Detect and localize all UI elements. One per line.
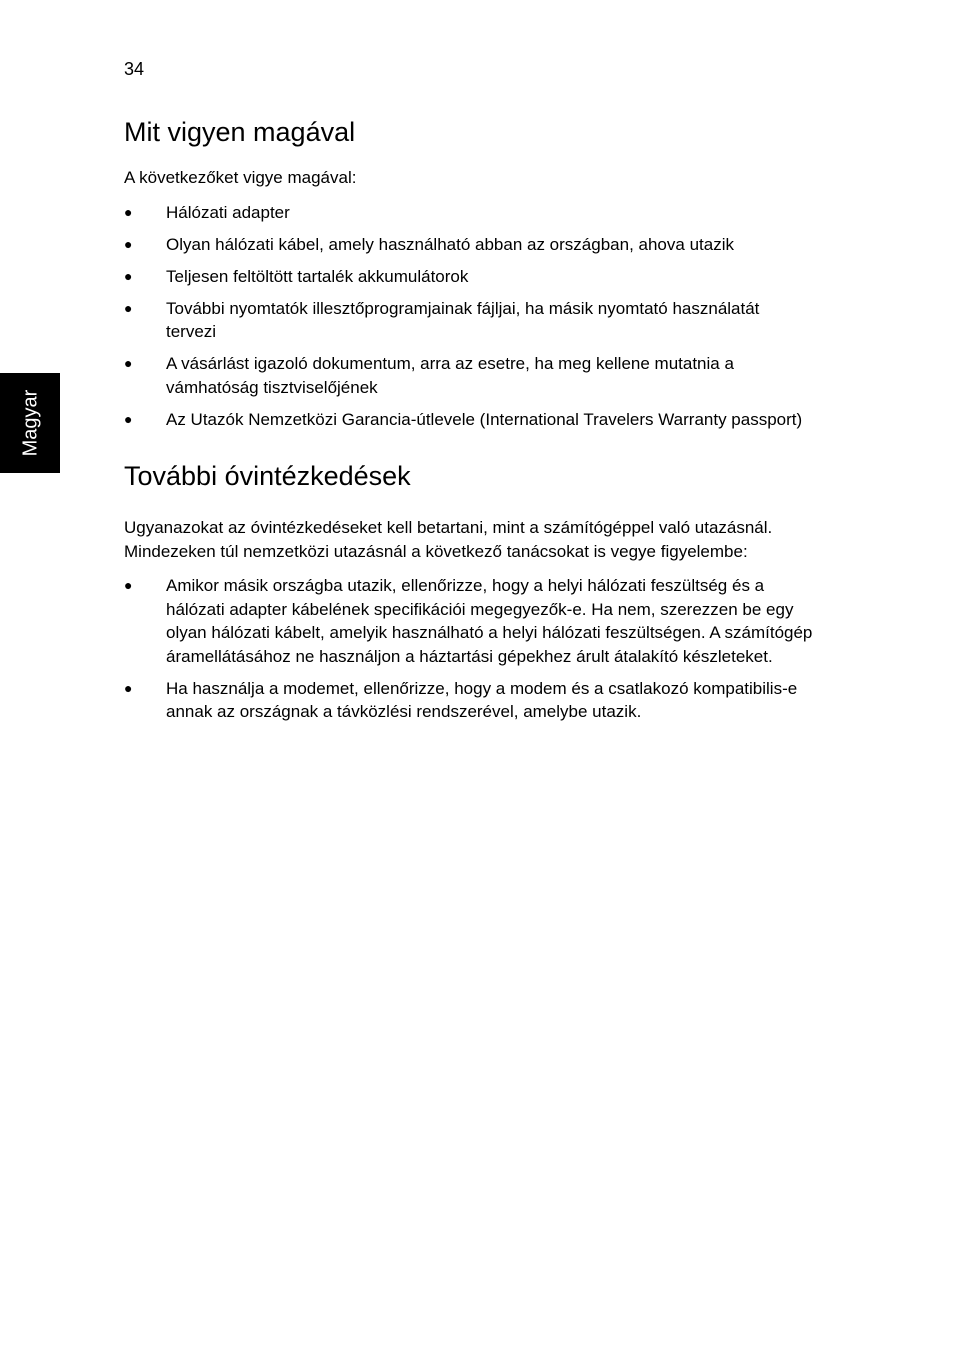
section-intro-what-to-take: A következőket vigye magával:	[124, 168, 357, 187]
list-item	[124, 574, 814, 668]
page-content	[124, 115, 814, 732]
list-item-text: Az Utazók Nemzetközi Garancia-útlevele (International Travelers Warranty passport)	[166, 409, 803, 429]
list-item	[124, 265, 814, 289]
list-item-text: A vásárlást igazoló dokumentum, arra az esetre, ha meg kellene mutatnia a vámhatóság tisztviselőjének	[166, 354, 734, 397]
section-title-what-to-take: Mit vigyen magával	[124, 117, 356, 147]
bullet-icon: ●	[124, 267, 133, 284]
list-item	[124, 233, 814, 257]
list-item-text: Teljesen feltöltött tartalék akkumulátorok	[166, 266, 469, 286]
list-item	[124, 297, 814, 344]
list-item-text: Ha használja a modemet, ellenőrizze, hogy a modem és a csatlakozó kompatibilis-e annak az országnak a távközlési rendszerével, amelybe utazik.	[166, 678, 798, 721]
list-item	[124, 352, 814, 399]
list-item-text: További nyomtatók illesztőprogramjainak fájljai, ha másik nyomtató használatát tervezi	[166, 298, 760, 341]
page-number: 34	[124, 59, 145, 79]
list-item-text: Hálózati adapter	[166, 202, 290, 222]
bullet-icon: ●	[124, 679, 133, 696]
bullet-icon: ●	[124, 577, 133, 593]
list-item-text: Olyan hálózati kábel, amely használható abban az országban, ahova utazik	[166, 234, 734, 254]
list-item-text: Amikor másik országba utazik, ellenőrizze, hogy a helyi hálózati feszültség és a hálózati adapter kábelének specifikációi megegyezők-e. Ha nem, szerezzen be egy olyan hálózati kábelt, amelyik használható a helyi hálózati feszültségen. A számítógép áramellátásához ne használjon a háztartási gépekhez árult átalakító készleteket.	[166, 576, 813, 666]
bullet-icon: ●	[124, 203, 133, 220]
list-item	[124, 408, 814, 432]
list-what-to-take	[124, 201, 814, 432]
language-side-tab	[0, 373, 60, 473]
section-intro-precautions: Ugyanazokat az óvintézkedéseket kell betartani, mint a számítógéppel való utazásnál. Mindezeken túl nemzetközi utazásnál a következő tanácsokat is vegye figyelembe:	[124, 518, 773, 561]
bullet-icon: ●	[124, 355, 133, 371]
list-precautions	[124, 574, 814, 724]
side-tab-label: Magyar	[19, 389, 42, 457]
section-title-precautions: További óvintézkedések	[124, 461, 411, 491]
bullet-icon: ●	[124, 410, 133, 427]
list-item	[124, 677, 814, 724]
bullet-icon: ●	[124, 235, 133, 252]
list-item	[124, 201, 814, 225]
bullet-icon: ●	[124, 299, 133, 316]
